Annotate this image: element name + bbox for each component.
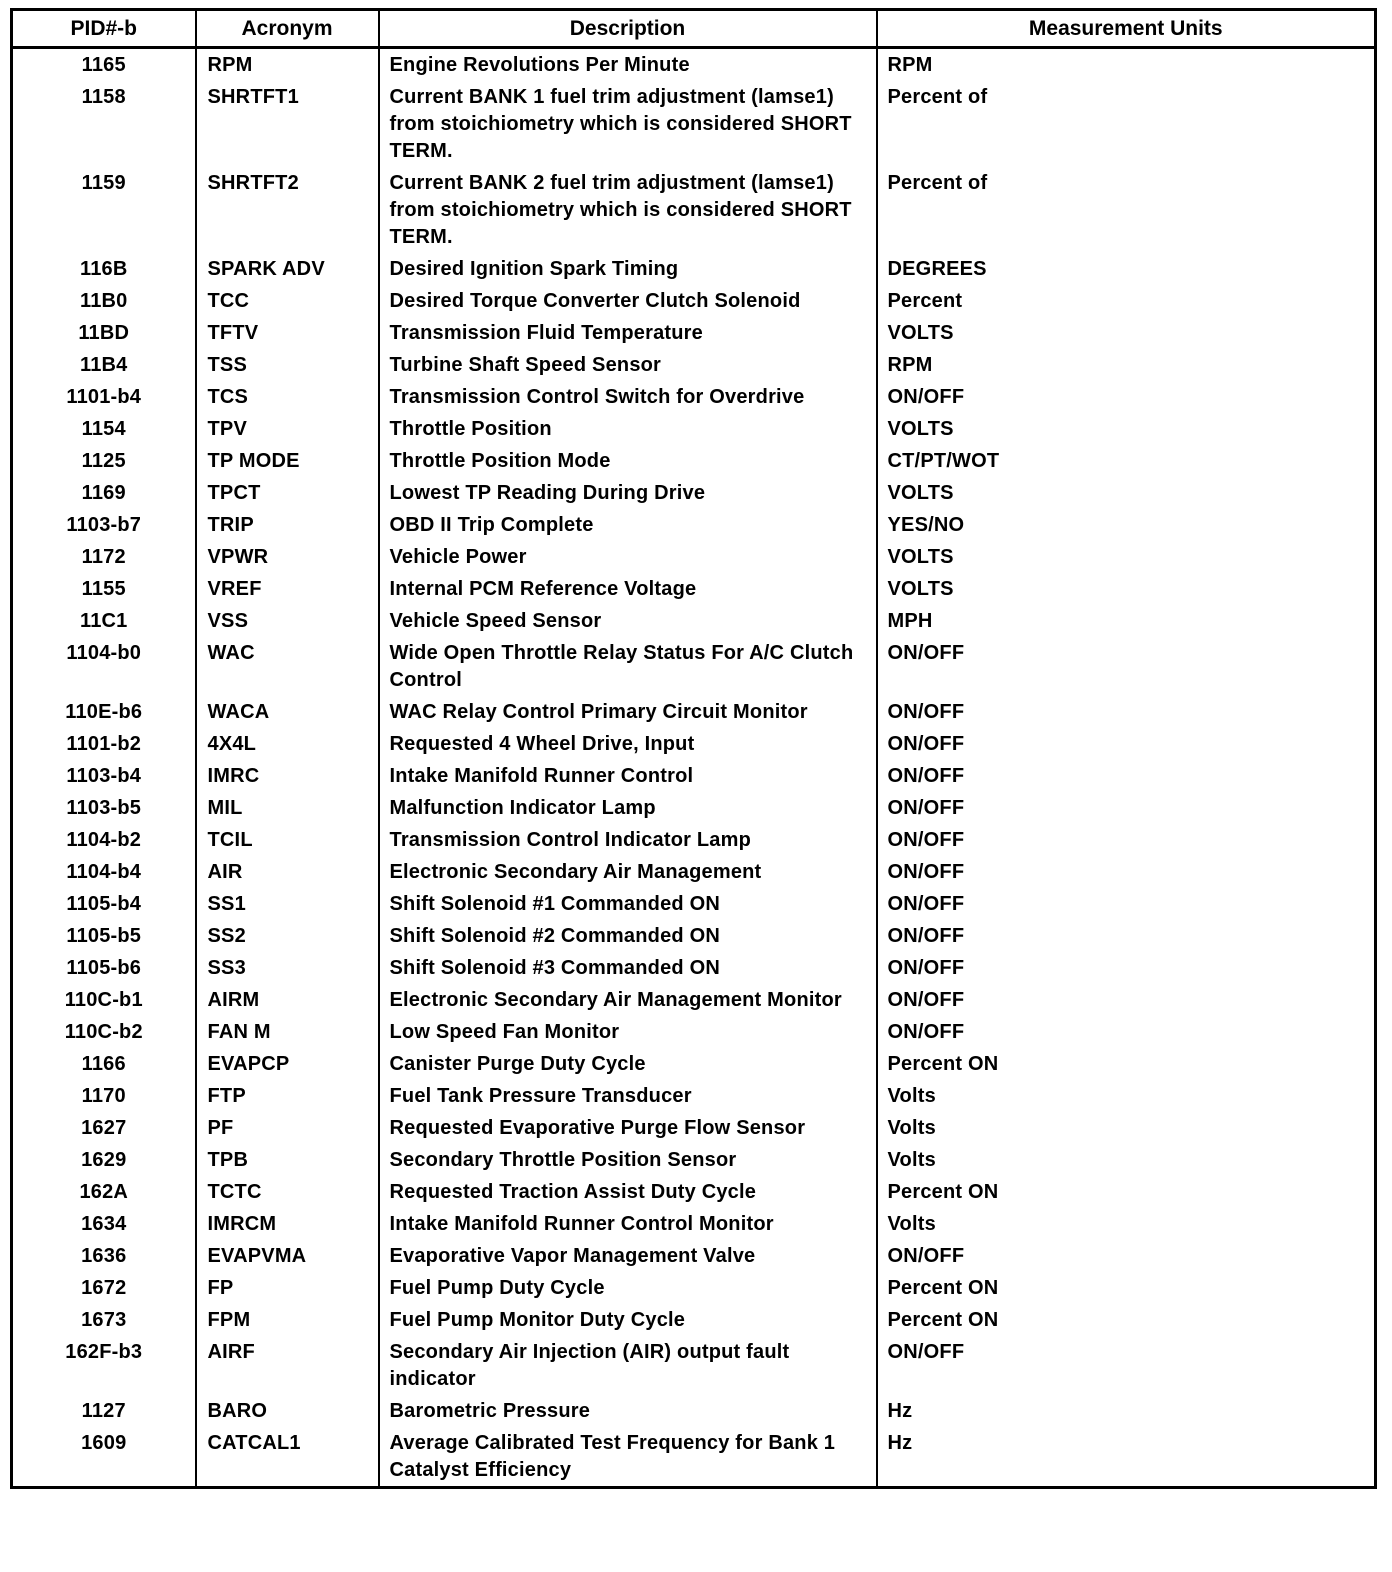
units-cell: Percent of (877, 81, 1376, 167)
acronym-cell: WACA (196, 696, 379, 728)
table-row (12, 81, 1376, 167)
pid-cell: 1166 (81, 1053, 126, 1075)
pid-cell: 1165 (81, 54, 126, 76)
units-cell: ON/OFF (877, 1336, 1376, 1395)
acronym-cell: TRIP (196, 509, 379, 541)
units-cell: Percent ON (877, 1176, 1376, 1208)
table-row (12, 285, 1376, 317)
table-row (12, 984, 1376, 1016)
acronym-cell: IMRC (196, 760, 379, 792)
pid-cell: 11BD (78, 322, 130, 344)
acronym-cell: TP MODE (196, 445, 379, 477)
pid-cell: 1125 (81, 450, 126, 472)
pid-cell: 1636 (81, 1245, 127, 1267)
description-cell: WAC Relay Control Primary Circuit Monitor (379, 696, 877, 728)
pid-cell: 1105-b4 (66, 893, 142, 915)
pid-cell: 1104-b2 (66, 829, 142, 851)
pid-cell: 1105-b6 (66, 957, 142, 979)
table-body (12, 48, 1376, 1488)
table-row (12, 317, 1376, 349)
pid-cell: 110C-b2 (64, 1021, 143, 1043)
units-cell: ON/OFF (877, 824, 1376, 856)
pid-cell: 1103-b5 (66, 797, 142, 819)
units-cell: ON/OFF (877, 760, 1376, 792)
units-cell: ON/OFF (877, 792, 1376, 824)
acronym-cell: AIRM (196, 984, 379, 1016)
description-cell: Secondary Air Injection (AIR) output fault indicator (379, 1336, 877, 1395)
description-cell: Turbine Shaft Speed Sensor (379, 349, 877, 381)
table-row (12, 1427, 1376, 1488)
description-cell: OBD II Trip Complete (379, 509, 877, 541)
pid-cell: 1127 (81, 1400, 126, 1422)
table-row (12, 1016, 1376, 1048)
acronym-cell: WAC (196, 637, 379, 696)
description-cell: Lowest TP Reading During Drive (379, 477, 877, 509)
units-cell: ON/OFF (877, 952, 1376, 984)
acronym-cell: SHRTFT2 (196, 167, 379, 253)
table-row (12, 1272, 1376, 1304)
table-row (12, 792, 1376, 824)
table-row (12, 824, 1376, 856)
acronym-cell: AIRF (196, 1336, 379, 1395)
pid-cell: 11B0 (79, 290, 128, 312)
pid-cell: 116B (79, 258, 128, 280)
pid-table (10, 8, 1377, 1489)
description-cell: Transmission Control Switch for Overdrive (379, 381, 877, 413)
pid-cell: 1103-b4 (66, 765, 142, 787)
table-row (12, 1048, 1376, 1080)
pid-cell: 1629 (81, 1149, 127, 1171)
description-cell: Average Calibrated Test Frequency for Bank 1 Catalyst Efficiency (379, 1427, 877, 1488)
acronym-cell: SS3 (196, 952, 379, 984)
table-row (12, 445, 1376, 477)
table-row (12, 728, 1376, 760)
acronym-cell: VSS (196, 605, 379, 637)
units-cell: ON/OFF (877, 1240, 1376, 1272)
description-cell: Throttle Position (379, 413, 877, 445)
description-cell: Electronic Secondary Air Management Monitor (379, 984, 877, 1016)
units-cell: CT/PT/WOT (877, 445, 1376, 477)
pid-cell: 1104-b4 (66, 861, 142, 883)
pid-cell: 1172 (81, 546, 126, 568)
units-cell: ON/OFF (877, 888, 1376, 920)
description-cell: Wide Open Throttle Relay Status For A/C Clutch Control (379, 637, 877, 696)
acronym-cell: FP (196, 1272, 379, 1304)
pid-cell: 11B4 (79, 354, 128, 376)
header-acronym: Acronym (196, 10, 379, 48)
description-cell: Transmission Fluid Temperature (379, 317, 877, 349)
units-cell: Percent ON (877, 1048, 1376, 1080)
units-cell: ON/OFF (877, 1016, 1376, 1048)
description-cell: Throttle Position Mode (379, 445, 877, 477)
pid-cell: 110E-b6 (65, 701, 143, 723)
acronym-cell: SS1 (196, 888, 379, 920)
description-cell: Barometric Pressure (379, 1395, 877, 1427)
table-row (12, 952, 1376, 984)
acronym-cell: MIL (196, 792, 379, 824)
table-row (12, 1080, 1376, 1112)
description-cell: Intake Manifold Runner Control Monitor (379, 1208, 877, 1240)
acronym-cell: TCIL (196, 824, 379, 856)
table-header (12, 10, 1376, 48)
acronym-cell: 4X4L (196, 728, 379, 760)
description-cell: Vehicle Power (379, 541, 877, 573)
table-row (12, 856, 1376, 888)
pid-cell: 1104-b0 (66, 642, 142, 664)
pid-cell: 1101-b2 (66, 733, 142, 755)
table-row (12, 413, 1376, 445)
description-cell: Shift Solenoid #2 Commanded ON (379, 920, 877, 952)
acronym-cell: VREF (196, 573, 379, 605)
description-cell: Requested Evaporative Purge Flow Sensor (379, 1112, 877, 1144)
table-row (12, 48, 1376, 82)
table-row (12, 1336, 1376, 1395)
table-row (12, 888, 1376, 920)
acronym-cell: TSS (196, 349, 379, 381)
description-cell: Desired Ignition Spark Timing (379, 253, 877, 285)
pid-cell: 1170 (81, 1085, 126, 1107)
table-row (12, 1112, 1376, 1144)
table-row (12, 541, 1376, 573)
description-cell: Fuel Pump Monitor Duty Cycle (379, 1304, 877, 1336)
units-cell: ON/OFF (877, 920, 1376, 952)
acronym-cell: CATCAL1 (196, 1427, 379, 1488)
table-row (12, 253, 1376, 285)
acronym-cell: AIR (196, 856, 379, 888)
table-row (12, 1144, 1376, 1176)
table-row (12, 477, 1376, 509)
acronym-cell: VPWR (196, 541, 379, 573)
acronym-cell: TCTC (196, 1176, 379, 1208)
document-page (10, 8, 1374, 1489)
header-description: Description (379, 10, 877, 48)
pid-cell: 1105-b5 (66, 925, 142, 947)
units-cell: Percent of (877, 167, 1376, 253)
description-cell: Requested Traction Assist Duty Cycle (379, 1176, 877, 1208)
acronym-cell: FTP (196, 1080, 379, 1112)
units-cell: VOLTS (877, 413, 1376, 445)
pid-cell: 1627 (81, 1117, 127, 1139)
units-cell: ON/OFF (877, 381, 1376, 413)
acronym-cell: TPV (196, 413, 379, 445)
description-cell: Current BANK 1 fuel trim adjustment (lamse1) from stoichiometry which is considered SHORT TERM. (379, 81, 877, 167)
description-cell: Shift Solenoid #1 Commanded ON (379, 888, 877, 920)
units-cell: VOLTS (877, 573, 1376, 605)
description-cell: Engine Revolutions Per Minute (379, 48, 877, 82)
pid-cell: 1101-b4 (66, 386, 142, 408)
table-row (12, 1208, 1376, 1240)
acronym-cell: PF (196, 1112, 379, 1144)
table-row (12, 1240, 1376, 1272)
description-cell: Fuel Pump Duty Cycle (379, 1272, 877, 1304)
pid-cell: 110C-b1 (64, 989, 143, 1011)
description-cell: Current BANK 2 fuel trim adjustment (lamse1) from stoichiometry which is considered SHORT TERM. (379, 167, 877, 253)
pid-cell: 1673 (81, 1309, 127, 1331)
units-cell: RPM (877, 349, 1376, 381)
units-cell: ON/OFF (877, 728, 1376, 760)
table-row (12, 573, 1376, 605)
description-cell: Requested 4 Wheel Drive, Input (379, 728, 877, 760)
description-cell: Electronic Secondary Air Management (379, 856, 877, 888)
description-cell: Transmission Control Indicator Lamp (379, 824, 877, 856)
units-cell: ON/OFF (877, 856, 1376, 888)
table-row (12, 509, 1376, 541)
header-row (12, 10, 1376, 48)
pid-cell: 11C1 (79, 610, 128, 632)
units-cell: RPM (877, 48, 1376, 82)
table-row (12, 1304, 1376, 1336)
units-cell: DEGREES (877, 253, 1376, 285)
pid-cell: 1169 (81, 482, 126, 504)
description-cell: Secondary Throttle Position Sensor (379, 1144, 877, 1176)
units-cell: Volts (877, 1112, 1376, 1144)
units-cell: YES/NO (877, 509, 1376, 541)
units-cell: Hz (877, 1395, 1376, 1427)
pid-cell: 1159 (81, 172, 126, 194)
description-cell: Shift Solenoid #3 Commanded ON (379, 952, 877, 984)
acronym-cell: TCC (196, 285, 379, 317)
description-cell: Internal PCM Reference Voltage (379, 573, 877, 605)
units-cell: Percent ON (877, 1272, 1376, 1304)
units-cell: ON/OFF (877, 984, 1376, 1016)
description-cell: Evaporative Vapor Management Valve (379, 1240, 877, 1272)
pid-cell: 1634 (81, 1213, 127, 1235)
description-cell: Low Speed Fan Monitor (379, 1016, 877, 1048)
units-cell: VOLTS (877, 477, 1376, 509)
description-cell: Vehicle Speed Sensor (379, 605, 877, 637)
acronym-cell: TPCT (196, 477, 379, 509)
table-row (12, 920, 1376, 952)
acronym-cell: SHRTFT1 (196, 81, 379, 167)
table-row (12, 381, 1376, 413)
pid-cell: 162F-b3 (65, 1341, 143, 1363)
table-row (12, 760, 1376, 792)
units-cell: VOLTS (877, 541, 1376, 573)
description-cell: Canister Purge Duty Cycle (379, 1048, 877, 1080)
acronym-cell: TCS (196, 381, 379, 413)
acronym-cell: IMRCM (196, 1208, 379, 1240)
pid-cell: 1158 (81, 86, 126, 108)
description-cell: Malfunction Indicator Lamp (379, 792, 877, 824)
acronym-cell: SS2 (196, 920, 379, 952)
acronym-cell: SPARK ADV (196, 253, 379, 285)
table-row (12, 349, 1376, 381)
pid-cell: 1103-b7 (66, 514, 142, 536)
description-cell: Fuel Tank Pressure Transducer (379, 1080, 877, 1112)
acronym-cell: BARO (196, 1395, 379, 1427)
units-cell: Volts (877, 1080, 1376, 1112)
units-cell: Percent ON (877, 1304, 1376, 1336)
header-pid: PID#-b (12, 10, 196, 48)
table-row (12, 1176, 1376, 1208)
acronym-cell: TFTV (196, 317, 379, 349)
acronym-cell: EVAPCP (196, 1048, 379, 1080)
units-cell: ON/OFF (877, 696, 1376, 728)
pid-cell: 1154 (81, 418, 126, 440)
pid-cell: 162A (79, 1181, 129, 1203)
table-row (12, 605, 1376, 637)
table-row (12, 167, 1376, 253)
table-row (12, 637, 1376, 696)
units-cell: Volts (877, 1144, 1376, 1176)
acronym-cell: FPM (196, 1304, 379, 1336)
acronym-cell: FAN M (196, 1016, 379, 1048)
pid-cell: 1672 (81, 1277, 127, 1299)
units-cell: Hz (877, 1427, 1376, 1488)
table-row (12, 1395, 1376, 1427)
description-cell: Intake Manifold Runner Control (379, 760, 877, 792)
units-cell: Volts (877, 1208, 1376, 1240)
units-cell: ON/OFF (877, 637, 1376, 696)
header-units: Measurement Units (877, 10, 1376, 48)
acronym-cell: EVAPVMA (196, 1240, 379, 1272)
pid-cell: 1155 (81, 578, 126, 600)
acronym-cell: RPM (196, 48, 379, 82)
pid-cell: 1609 (81, 1432, 127, 1454)
units-cell: Percent (877, 285, 1376, 317)
acronym-cell: TPB (196, 1144, 379, 1176)
units-cell: VOLTS (877, 317, 1376, 349)
description-cell: Desired Torque Converter Clutch Solenoid (379, 285, 877, 317)
units-cell: MPH (877, 605, 1376, 637)
table-row (12, 696, 1376, 728)
